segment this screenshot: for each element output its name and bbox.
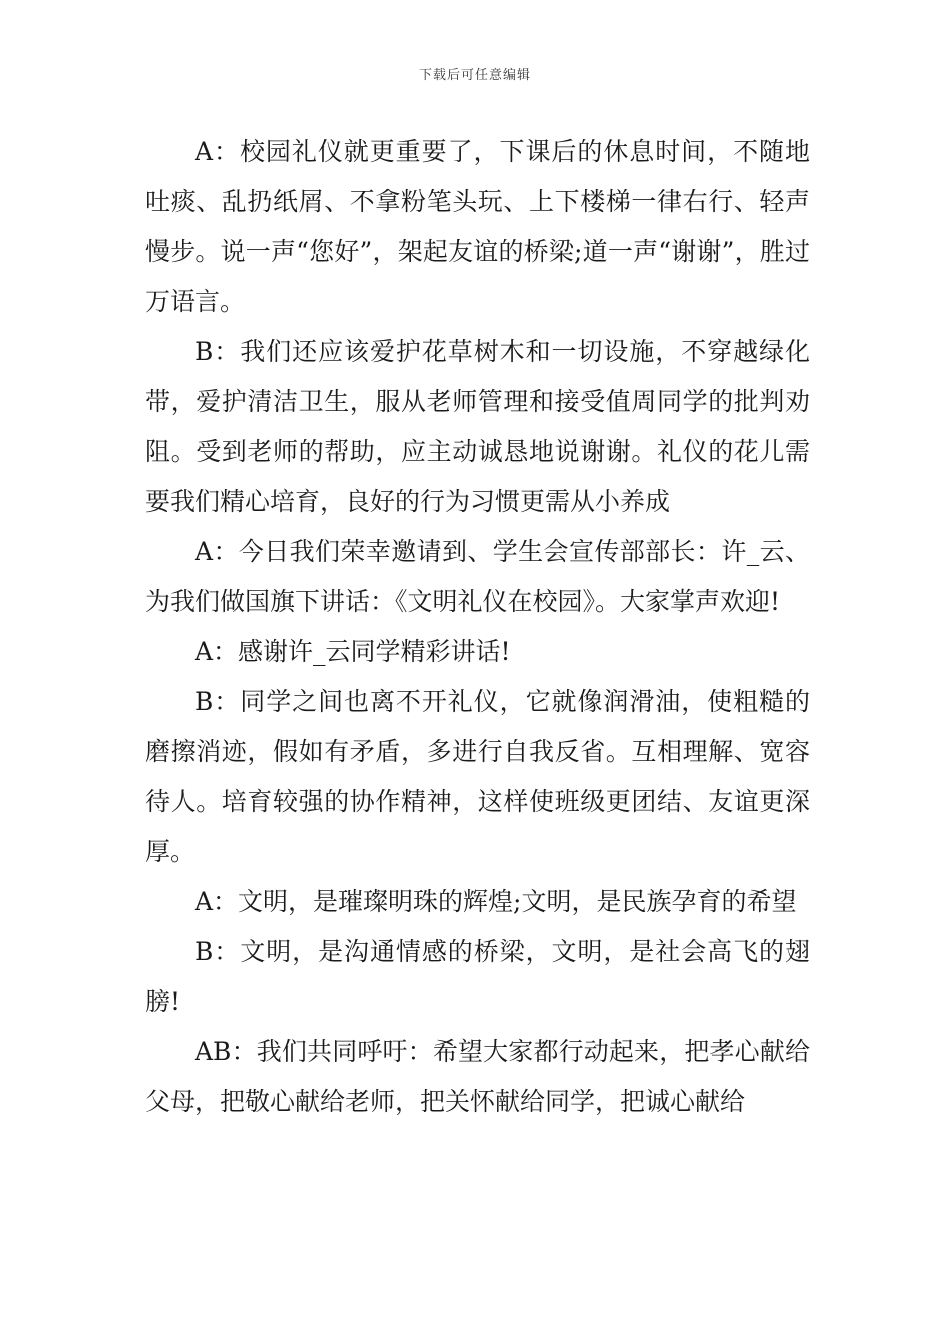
paragraph-2: B：我们还应该爱护花草树木和一切设施，不穿越绿化带，爱护清洁卫生，服从老师管理和接受值周同学的批判劝阻。受到老师的帮助，应主动诚恳地说谢谢。礼仪的花儿需要我们精心培育，良好的行为习惯更需从小养成 bbox=[145, 337, 810, 516]
paragraph-8: AB：我们共同呼吁：希望大家都行动起来，把孝心献给父母，把敬心献给老师，把关怀献给同学，把诚心献给 bbox=[145, 1037, 810, 1116]
document-body bbox=[145, 127, 810, 1127]
paragraph-3: A：今日我们荣幸邀请到、学生会宣传部部长：许_云、为我们做国旗下讲话：《文明礼仪在校园》。大家掌声欢迎! bbox=[145, 537, 810, 616]
paragraph-5: B：同学之间也离不开礼仪，它就像润滑油，使粗糙的磨擦消迹，假如有矛盾，多进行自我反省。互相理解、宽容待人。培育较强的协作精神，这样使班级更团结、友谊更深厚。 bbox=[145, 687, 810, 866]
paragraph-1: A：校园礼仪就更重要了，下课后的休息时间，不随地吐痰、乱扔纸屑、不拿粉笔头玩、上下楼梯一律右行、轻声慢步。说一声“您好”，架起友谊的桥梁;道一声“谢谢”，胜过万语言。 bbox=[145, 137, 810, 316]
paragraph-4: A：感谢许_云同学精彩讲话! bbox=[195, 637, 511, 666]
paragraph-7: B：文明，是沟通情感的桥梁，文明，是社会高飞的翅膀! bbox=[145, 937, 810, 1016]
page-header: 下载后可任意编辑 bbox=[418, 68, 531, 83]
paragraph-6: A：文明，是璀璨明珠的辉煌;文明，是民族孕育的希望 bbox=[195, 887, 797, 916]
